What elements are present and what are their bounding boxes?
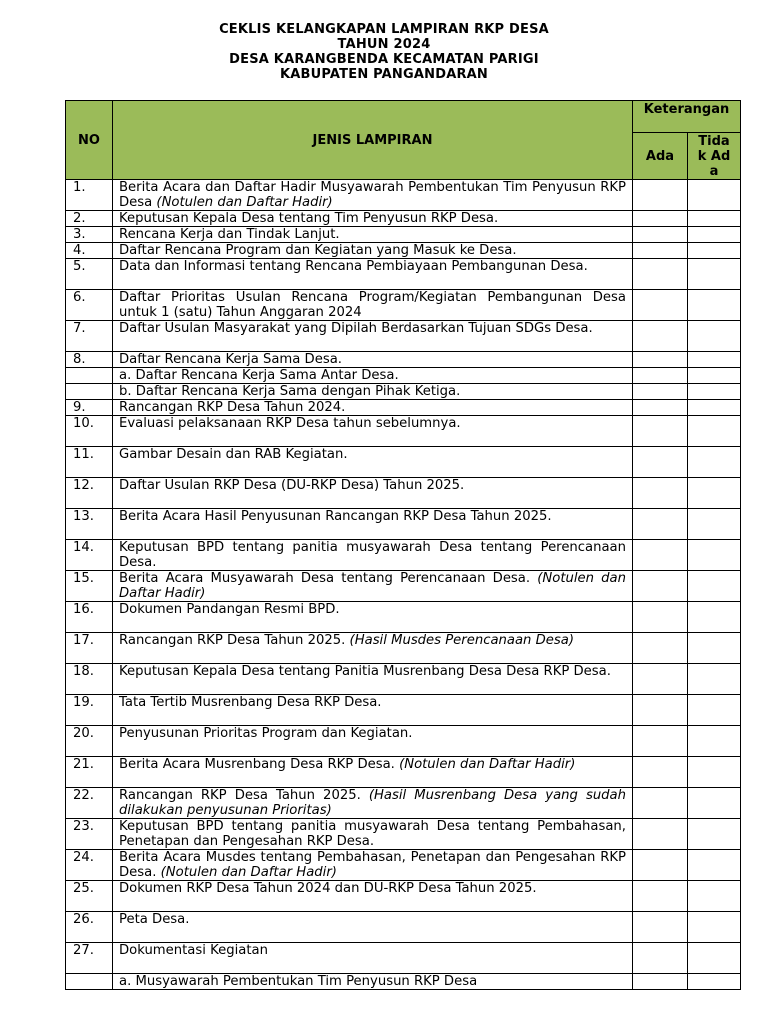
ada-checkbox-cell[interactable]	[633, 180, 688, 211]
row-text: Dokumen Pandangan Resmi BPD.	[119, 602, 340, 617]
row-text: Keputusan Kepala Desa tentang Tim Penyusun RKP Desa.	[119, 211, 499, 226]
row-number: 4.	[66, 243, 113, 259]
tidak-ada-checkbox-cell[interactable]	[688, 259, 741, 290]
ada-checkbox-cell[interactable]	[633, 664, 688, 695]
row-number: 11.	[66, 447, 113, 478]
row-description	[113, 633, 633, 664]
table-row	[66, 912, 741, 943]
tidak-ada-checkbox-cell[interactable]	[688, 571, 741, 602]
title-line-3: DESA KARANGBENDA KECAMATAN PARIGI	[229, 52, 539, 67]
row-number: 1.	[66, 180, 113, 211]
row-number: 23.	[66, 819, 113, 850]
header-keterangan: Keterangan	[633, 101, 741, 133]
checklist-rows	[66, 180, 741, 990]
row-description	[113, 695, 633, 726]
ada-checkbox-cell[interactable]	[633, 881, 688, 912]
row-description	[113, 509, 633, 540]
row-text: Dokumen RKP Desa Tahun 2024 dan DU-RKP Desa Tahun 2025.	[119, 881, 537, 896]
table-row	[66, 478, 741, 509]
row-text: Berita Acara Musyawarah Desa tentang Perencanaan Desa.	[119, 571, 538, 586]
row-description	[113, 664, 633, 695]
ada-checkbox-cell[interactable]	[633, 943, 688, 974]
row-number	[66, 384, 113, 400]
tidak-ada-checkbox-cell[interactable]	[688, 850, 741, 881]
table-row	[66, 726, 741, 757]
row-description	[113, 243, 633, 259]
table-row	[66, 211, 741, 227]
row-text: Rancangan RKP Desa Tahun 2025.	[119, 633, 350, 648]
row-number: 15.	[66, 571, 113, 602]
row-description	[113, 478, 633, 509]
row-note: (Notulen dan Daftar Hadir)	[156, 195, 333, 210]
ada-checkbox-cell[interactable]	[633, 633, 688, 664]
row-number: 18.	[66, 664, 113, 695]
tidak-ada-checkbox-cell[interactable]	[688, 757, 741, 788]
tidak-ada-checkbox-cell[interactable]	[688, 540, 741, 571]
ada-checkbox-cell[interactable]	[633, 757, 688, 788]
row-text: Berita Acara Hasil Penyusunan Rancangan RKP Desa Tahun 2025.	[119, 509, 552, 524]
row-description	[113, 943, 633, 974]
row-description	[113, 881, 633, 912]
row-text: Keputusan BPD tentang panitia musyawarah Desa tentang Perencanaan Desa.	[119, 540, 626, 570]
row-description	[113, 352, 633, 368]
tidak-ada-checkbox-cell[interactable]	[688, 384, 741, 400]
ada-checkbox-cell[interactable]	[633, 400, 688, 416]
header-no: NO	[66, 101, 113, 180]
row-text: Daftar Rencana Kerja Sama Desa.	[119, 352, 342, 367]
ada-checkbox-cell[interactable]	[633, 571, 688, 602]
row-number: 5.	[66, 259, 113, 290]
row-number: 22.	[66, 788, 113, 819]
tidak-ada-checkbox-cell[interactable]	[688, 974, 741, 990]
row-description	[113, 400, 633, 416]
row-text: Tata Tertib Musrenbang Desa RKP Desa.	[119, 695, 382, 710]
row-text: Data dan Informasi tentang Rencana Pembiayaan Pembangunan Desa.	[119, 259, 588, 274]
tidak-ada-checkbox-cell[interactable]	[688, 819, 741, 850]
ada-checkbox-cell[interactable]	[633, 384, 688, 400]
row-number: 8.	[66, 352, 113, 368]
ada-checkbox-cell[interactable]	[633, 912, 688, 943]
row-note: (Hasil Musdes Perencanaan Desa)	[349, 633, 574, 648]
row-text: Rancangan RKP Desa Tahun 2025.	[119, 788, 369, 803]
table-row	[66, 447, 741, 478]
row-number	[66, 368, 113, 384]
row-text: Dokumentasi Kegiatan	[119, 943, 268, 958]
row-number: 10.	[66, 416, 113, 447]
tidak-ada-checkbox-cell[interactable]	[688, 290, 741, 321]
table-row	[66, 788, 741, 819]
table-row	[66, 571, 741, 602]
row-number: 21.	[66, 757, 113, 788]
tidak-ada-checkbox-cell[interactable]	[688, 368, 741, 384]
ada-checkbox-cell[interactable]	[633, 290, 688, 321]
ada-checkbox-cell[interactable]	[633, 788, 688, 819]
tidak-ada-checkbox-cell[interactable]	[688, 478, 741, 509]
table-row	[66, 368, 741, 384]
tidak-ada-checkbox-cell[interactable]	[688, 912, 741, 943]
table-row	[66, 943, 741, 974]
row-text: Rencana Kerja dan Tindak Lanjut.	[119, 227, 340, 242]
row-text: Evaluasi pelaksanaan RKP Desa tahun sebelumnya.	[119, 416, 461, 431]
tidak-ada-checkbox-cell[interactable]	[688, 881, 741, 912]
tidak-ada-checkbox-cell[interactable]	[688, 695, 741, 726]
row-text: Rancangan RKP Desa Tahun 2024.	[119, 400, 346, 415]
ada-checkbox-cell[interactable]	[633, 243, 688, 259]
table-row	[66, 633, 741, 664]
ada-checkbox-cell[interactable]	[633, 478, 688, 509]
ada-checkbox-cell[interactable]	[633, 974, 688, 990]
tidak-ada-checkbox-cell[interactable]	[688, 211, 741, 227]
ada-checkbox-cell[interactable]	[633, 211, 688, 227]
row-description	[113, 447, 633, 478]
document-title	[0, 22, 768, 82]
ada-checkbox-cell[interactable]	[633, 540, 688, 571]
row-number: 2.	[66, 211, 113, 227]
row-text: Peta Desa.	[119, 912, 190, 927]
row-description	[113, 368, 633, 384]
row-description	[113, 912, 633, 943]
ada-checkbox-cell[interactable]	[633, 447, 688, 478]
ada-checkbox-cell[interactable]	[633, 321, 688, 352]
row-note: (Notulen dan Daftar Hadir)	[399, 757, 576, 772]
table-row	[66, 321, 741, 352]
table-row	[66, 819, 741, 850]
row-text: Daftar Rencana Program dan Kegiatan yang Masuk ke Desa.	[119, 243, 517, 258]
row-number: 14.	[66, 540, 113, 571]
row-text: Berita Acara dan Daftar Hadir Musyawarah Pembentukan Tim Penyusun RKP Desa	[119, 180, 626, 210]
table-row	[66, 850, 741, 881]
row-description	[113, 726, 633, 757]
tidak-ada-checkbox-cell[interactable]	[688, 416, 741, 447]
header-jenis-lampiran: JENIS LAMPIRAN	[113, 101, 633, 180]
tidak-ada-checkbox-cell[interactable]	[688, 243, 741, 259]
ada-checkbox-cell[interactable]	[633, 850, 688, 881]
table-row	[66, 757, 741, 788]
table-row	[66, 400, 741, 416]
row-text: Berita Acara Musdes tentang Pembahasan, Penetapan dan Pengesahan RKP Desa.	[119, 850, 626, 880]
tidak-ada-checkbox-cell[interactable]	[688, 509, 741, 540]
row-note: (Notulen dan Daftar Hadir)	[119, 571, 626, 601]
ada-checkbox-cell[interactable]	[633, 227, 688, 243]
row-text: Gambar Desain dan RAB Kegiatan.	[119, 447, 348, 462]
row-text: a. Musyawarah Pembentukan Tim Penyusun RKP Desa	[119, 974, 478, 989]
title-line-2: TAHUN 2024	[337, 37, 431, 52]
header-tidak-ada: Tidak Ada	[688, 133, 741, 180]
row-number: 20.	[66, 726, 113, 757]
row-description	[113, 416, 633, 447]
row-text: Penyusunan Prioritas Program dan Kegiatan.	[119, 726, 413, 741]
tidak-ada-checkbox-cell[interactable]	[688, 943, 741, 974]
row-number: 12.	[66, 478, 113, 509]
table-row	[66, 540, 741, 571]
ada-checkbox-cell[interactable]	[633, 819, 688, 850]
tidak-ada-checkbox-cell[interactable]	[688, 352, 741, 368]
row-text: Berita Acara Musrenbang Desa RKP Desa.	[119, 757, 400, 772]
table-row	[66, 881, 741, 912]
row-text: a. Daftar Rencana Kerja Sama Antar Desa.	[119, 368, 399, 383]
row-text: b. Daftar Rencana Kerja Sama dengan Pihak Ketiga.	[119, 384, 461, 399]
row-number: 25.	[66, 881, 113, 912]
row-text: Daftar Usulan Masyarakat yang Dipilah Berdasarkan Tujuan SDGs Desa.	[119, 321, 593, 336]
table-row	[66, 243, 741, 259]
row-description	[113, 384, 633, 400]
row-description	[113, 571, 633, 602]
row-description	[113, 227, 633, 243]
row-number: 7.	[66, 321, 113, 352]
row-description	[113, 819, 633, 850]
row-number: 3.	[66, 227, 113, 243]
row-description	[113, 290, 633, 321]
header-ada: Ada	[633, 133, 688, 180]
table-row	[66, 974, 741, 990]
checklist-table	[65, 100, 741, 990]
row-description	[113, 602, 633, 633]
row-description	[113, 540, 633, 571]
row-note: (Hasil Musrenbang Desa yang sudah dilakukan penyusunan Prioritas)	[119, 788, 626, 818]
ada-checkbox-cell[interactable]	[633, 726, 688, 757]
title-line-1: CEKLIS KELANGKAPAN LAMPIRAN RKP DESA	[219, 22, 549, 37]
tidak-ada-checkbox-cell[interactable]	[688, 400, 741, 416]
table-row	[66, 227, 741, 243]
row-number: 26.	[66, 912, 113, 943]
row-number: 19.	[66, 695, 113, 726]
tidak-ada-checkbox-cell[interactable]	[688, 321, 741, 352]
ada-checkbox-cell[interactable]	[633, 509, 688, 540]
table-row	[66, 509, 741, 540]
row-number: 6.	[66, 290, 113, 321]
ada-checkbox-cell[interactable]	[633, 259, 688, 290]
ada-checkbox-cell[interactable]	[633, 368, 688, 384]
row-description	[113, 850, 633, 881]
row-description	[113, 974, 633, 990]
table-row	[66, 259, 741, 290]
row-number: 16.	[66, 602, 113, 633]
ada-checkbox-cell[interactable]	[633, 416, 688, 447]
row-number: 13.	[66, 509, 113, 540]
row-description	[113, 259, 633, 290]
row-note: (Notulen dan Daftar Hadir)	[160, 865, 337, 880]
ada-checkbox-cell[interactable]	[633, 602, 688, 633]
table-row	[66, 416, 741, 447]
row-text: Daftar Usulan RKP Desa (DU-RKP Desa) Tahun 2025.	[119, 478, 465, 493]
table-row	[66, 664, 741, 695]
row-text: Keputusan Kepala Desa tentang Panitia Musrenbang Desa Desa RKP Desa.	[119, 664, 611, 679]
table-row	[66, 352, 741, 368]
row-description	[113, 211, 633, 227]
row-number: 24.	[66, 850, 113, 881]
tidak-ada-checkbox-cell[interactable]	[688, 633, 741, 664]
tidak-ada-checkbox-cell[interactable]	[688, 664, 741, 695]
table-row	[66, 384, 741, 400]
tidak-ada-checkbox-cell[interactable]	[688, 447, 741, 478]
title-line-4: KABUPATEN PANGANDARAN	[279, 67, 489, 82]
table-row	[66, 602, 741, 633]
row-number: 27.	[66, 943, 113, 974]
ada-checkbox-cell[interactable]	[633, 352, 688, 368]
tidak-ada-checkbox-cell[interactable]	[688, 227, 741, 243]
ada-checkbox-cell[interactable]	[633, 695, 688, 726]
row-description	[113, 788, 633, 819]
row-description	[113, 321, 633, 352]
tidak-ada-checkbox-cell[interactable]	[688, 602, 741, 633]
row-description	[113, 757, 633, 788]
row-description	[113, 180, 633, 211]
tidak-ada-checkbox-cell[interactable]	[688, 726, 741, 757]
tidak-ada-checkbox-cell[interactable]	[688, 788, 741, 819]
table-row	[66, 180, 741, 211]
row-number: 9.	[66, 400, 113, 416]
row-text: Keputusan BPD tentang panitia musyawarah Desa tentang Pembahasan, Penetapan dan Pengesahan RKP Desa.	[119, 819, 626, 849]
row-number: 17.	[66, 633, 113, 664]
table-row	[66, 695, 741, 726]
table-row	[66, 290, 741, 321]
tidak-ada-checkbox-cell[interactable]	[688, 180, 741, 211]
row-text: Daftar Prioritas Usulan Rencana Program/Kegiatan Pembangunan Desa untuk 1 (satu) Tahun Anggaran 2024	[119, 290, 626, 320]
row-number	[66, 974, 113, 990]
